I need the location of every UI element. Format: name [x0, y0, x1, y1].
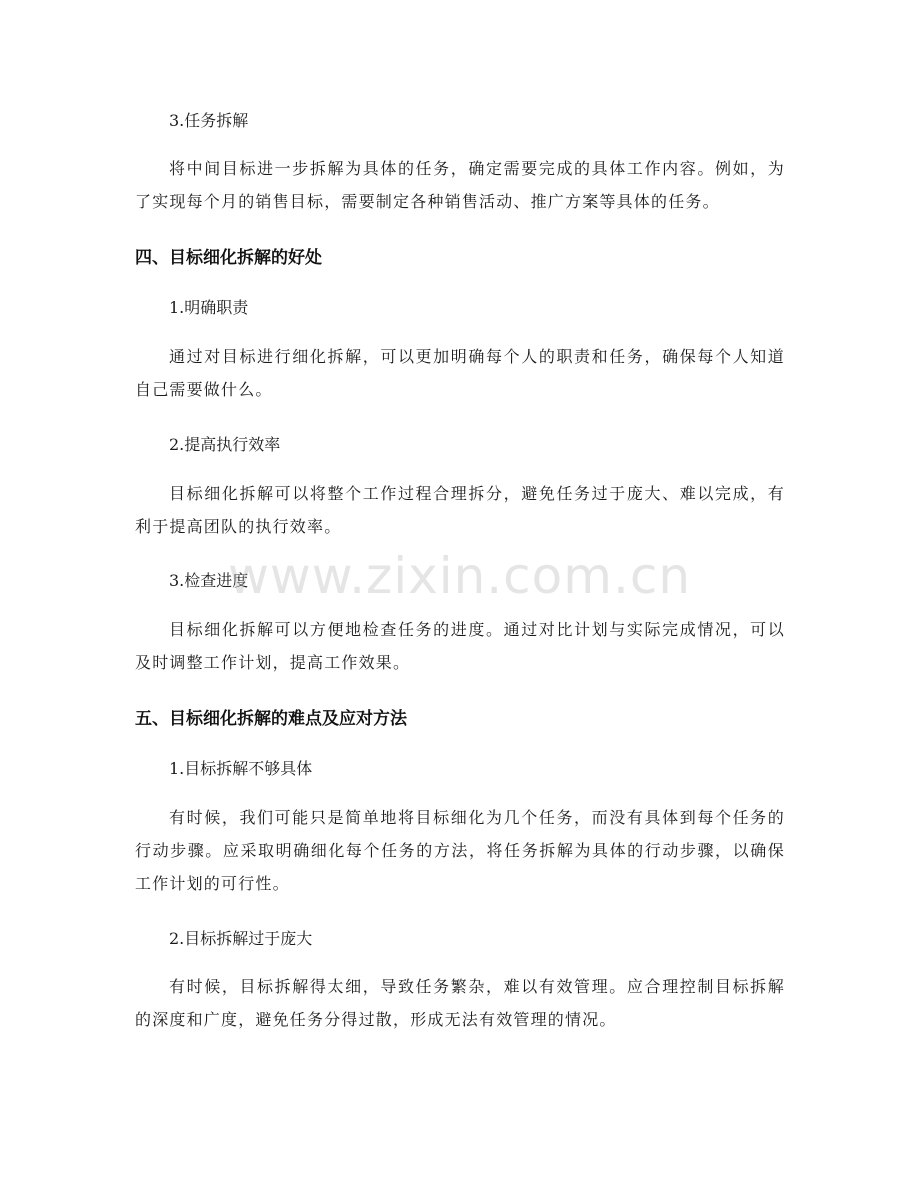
- subheading-clear-responsibility: 1.明确职责: [169, 298, 249, 317]
- subheading-check-progress: 3.检查进度: [169, 571, 249, 590]
- paragraph-clear-responsibility: 通过对目标进行细化拆解，可以更加明确每个人的职责和任务，确保每个人知道自己需要做什么。: [135, 347, 785, 399]
- paragraph-improve-efficiency: 目标细化拆解可以将整个工作过程合理拆分，避免任务过于庞大、难以完成，有利于提高团队的执行效率。: [135, 484, 785, 536]
- section-heading-benefits: 四、目标细化拆解的好处: [135, 248, 322, 268]
- subheading-improve-efficiency: 2.提高执行效率: [169, 435, 281, 454]
- paragraph-task-breakdown: 将中间目标进一步拆解为具体的任务，确定需要完成的具体工作内容。例如，为了实现每个月的销售目标，需要制定各种销售活动、推广方案等具体的任务。: [135, 159, 785, 211]
- subheading-not-specific: 1.目标拆解不够具体: [169, 759, 313, 778]
- paragraph-too-large: 有时候，目标拆解得太细，导致任务繁杂，难以有效管理。应合理控制目标拆解的深度和广度，避免任务分得过散，形成无法有效管理的情况。: [135, 977, 785, 1029]
- watermark-text: www.zixin.com.cn: [228, 547, 692, 605]
- paragraph-check-progress: 目标细化拆解可以方便地检查任务的进度。通过对比计划与实际完成情况，可以及时调整工作计划，提高工作效果。: [135, 620, 785, 672]
- paragraph-not-specific: 有时候，我们可能只是简单地将目标细化为几个任务，而没有具体到每个任务的行动步骤。应采取明确细化每个任务的方法，将任务拆解为具体的行动步骤，以确保工作计划的可行性。: [135, 808, 785, 893]
- subheading-task-breakdown: 3.任务拆解: [169, 111, 249, 130]
- section-heading-difficulties: 五、目标细化拆解的难点及应对方法: [135, 709, 407, 729]
- subheading-too-large: 2.目标拆解过于庞大: [169, 929, 313, 948]
